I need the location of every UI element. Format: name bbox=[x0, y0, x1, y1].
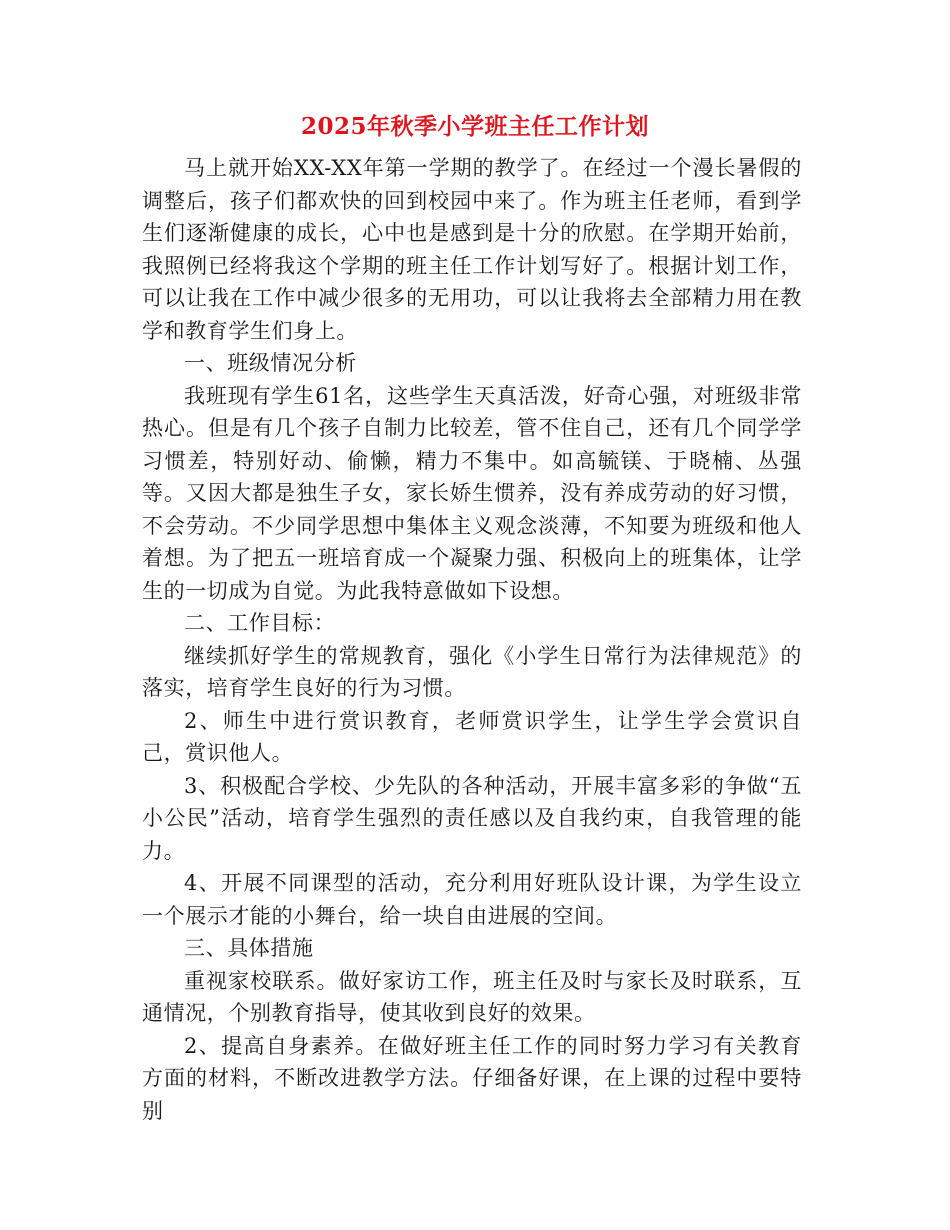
paragraph-goal-2: 2、师生中进行赏识教育，老师赏识学生，让学生学会赏识自己，赏识他人。 bbox=[142, 708, 802, 765]
paragraph-goal-3: 3、积极配合学校、少先队的各种活动，开展丰富多彩的争做“五小公民”活动，培育学生强烈的责任感以及自我约束，自我管理的能力。 bbox=[142, 773, 802, 863]
paragraph-class-analysis: 我班现有学生61名，这些学生天真活泼，好奇心强，对班级非常热心。但是有几个孩子自制力比较差，管不住自己，还有几个同学学习惯差，特别好动、偷懒，精力不集中。如高毓镁、于晓楠、丛强等。又因大都是独生子女，家长娇生惯养，没有养成劳动的好习惯，不会劳动。不少同学思想中集体主义观念淡薄，不知要为班级和他人着想。为了把五一班培育成一个凝聚力强、积极向上的班集体，让学生的一切成为自觉。为此我特意做如下设想。 bbox=[142, 383, 802, 603]
paragraph-goal-1: 继续抓好学生的常规教育，强化《小学生日常行为法律规范》的落实，培育学生良好的行为习惯。 bbox=[142, 643, 802, 700]
paragraph-intro: 马上就开始XX-XX年第一学期的教学了。在经过一个漫长暑假的调整后，孩子们都欢快的回到校园中来了。作为班主任老师，看到学生们逐渐健康的成长，心中也是感到是十分的欣慰。在学期开始前，我照例已经将我这个学期的班主任工作计划写好了。根据计划工作，可以让我在工作中减少很多的无用功，可以让我将去全部精力用在教学和教育学生们身上。 bbox=[142, 156, 802, 343]
document-title: 2025年秋季小学班主任工作计划 bbox=[300, 113, 649, 140]
paragraph-goal-4: 4、开展不同课型的活动，充分利用好班队设计课，为学生设立一个展示才能的小舞台，给一块自由进展的空间。 bbox=[142, 871, 802, 928]
section-heading-measures: 三、具体措施 bbox=[184, 936, 314, 960]
section-heading-class-analysis: 一、班级情况分析 bbox=[184, 351, 357, 375]
document-body bbox=[142, 152, 802, 1127]
paragraph-measure-2: 2、提高自身素养。在做好班主任工作的同时努力学习有关教育方面的材料，不断改进教学方法。仔细备好课，在上课的过程中要特别 bbox=[142, 1033, 802, 1123]
section-heading-work-goals: 二、工作目标： bbox=[184, 611, 336, 635]
paragraph-measure-1: 重视家校联系。做好家访工作，班主任及时与家长及时联系，互通情况，个别教育指导，使其收到良好的效果。 bbox=[142, 968, 802, 1025]
